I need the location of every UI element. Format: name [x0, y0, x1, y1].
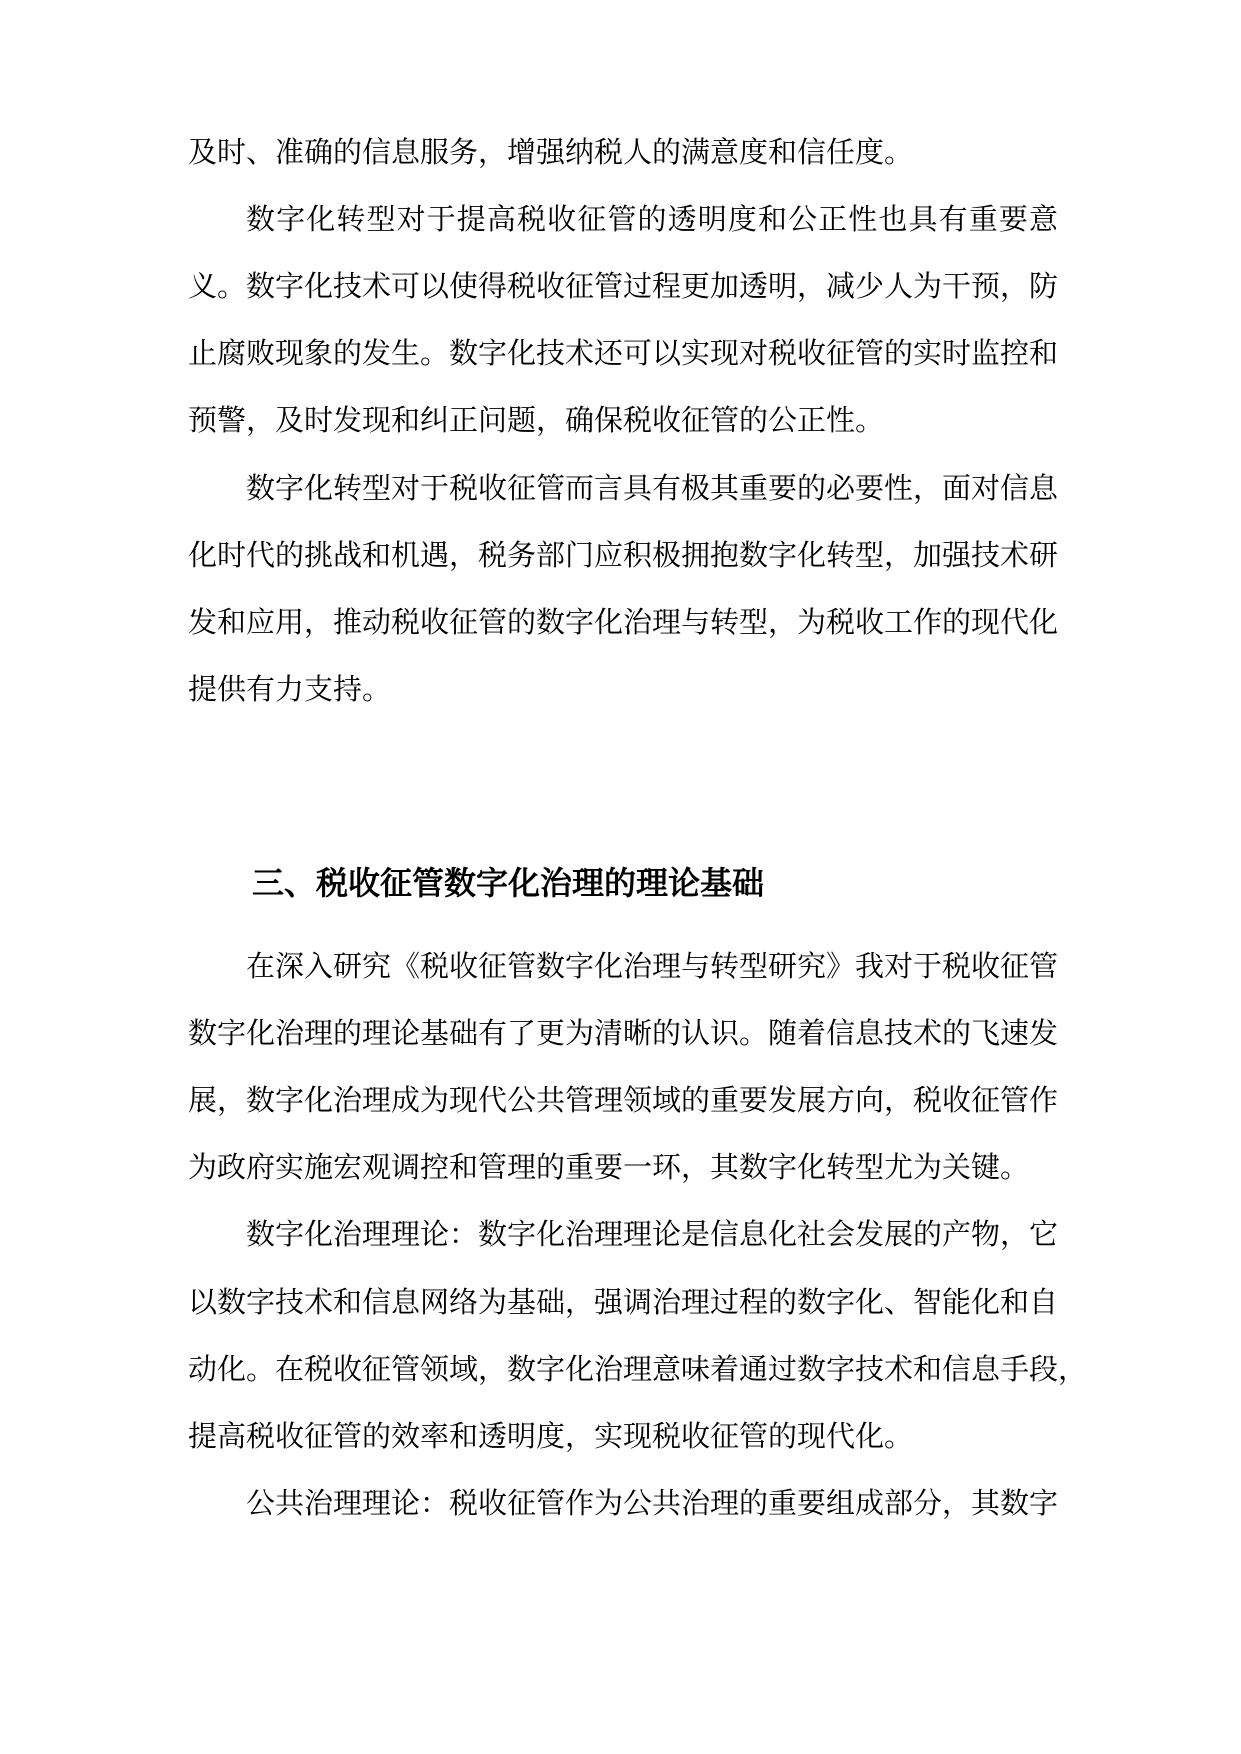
- section-heading: 三、税收征管数字化治理的理论基础: [252, 864, 765, 902]
- paragraph-line: 义。数字化技术可以使得税收征管过程更加透明，减少人为干预，防: [188, 269, 1059, 303]
- paragraph-line: 公共治理理论：税收征管作为公共治理的重要组成部分，其数字: [246, 1486, 1059, 1520]
- paragraph-line: 数字化治理的理论基础有了更为清晰的认识。随着信息技术的飞速发: [188, 1016, 1059, 1050]
- paragraph-line: 为政府实施宏观调控和管理的重要一环，其数字化转型尤为关键。: [188, 1150, 1030, 1184]
- paragraph-line: 提高税收征管的效率和透明度，实现税收征管的现代化。: [188, 1419, 914, 1453]
- paragraph-line: 数字化转型对于税收征管而言具有极其重要的必要性，面对信息: [246, 471, 1059, 505]
- paragraph-line: 在深入研究《税收征管数字化治理与转型研究》我对于税收征管: [246, 949, 1059, 983]
- paragraph-line: 动化。在税收征管领域，数字化治理意味着通过数字技术和信息手段，: [188, 1352, 1088, 1386]
- paragraph-line: 化时代的挑战和机遇，税务部门应积极拥抱数字化转型，加强技术研: [188, 538, 1059, 572]
- paragraph-line: 以数字技术和信息网络为基础，强调治理过程的数字化、智能化和自: [188, 1285, 1059, 1319]
- paragraph-line: 展，数字化治理成为现代公共管理领域的重要发展方向，税收征管作: [188, 1083, 1059, 1117]
- paragraph-line: 数字化治理理论：数字化治理理论是信息化社会发展的产物，它: [246, 1217, 1059, 1251]
- paragraph-line: 预警，及时发现和纠正问题，确保税收征管的公正性。: [188, 403, 885, 437]
- paragraph-line: 提供有力支持。: [188, 672, 392, 706]
- paragraph-line: 数字化转型对于提高税收征管的透明度和公正性也具有重要意: [246, 202, 1058, 236]
- paragraph-line: 及时、准确的信息服务，增强纳税人的满意度和信任度。: [188, 135, 914, 169]
- paragraph-line: 发和应用，推动税收征管的数字化治理与转型，为税收工作的现代化: [188, 605, 1059, 639]
- paragraph-line: 止腐败现象的发生。数字化技术还可以实现对税收征管的实时监控和: [188, 336, 1059, 370]
